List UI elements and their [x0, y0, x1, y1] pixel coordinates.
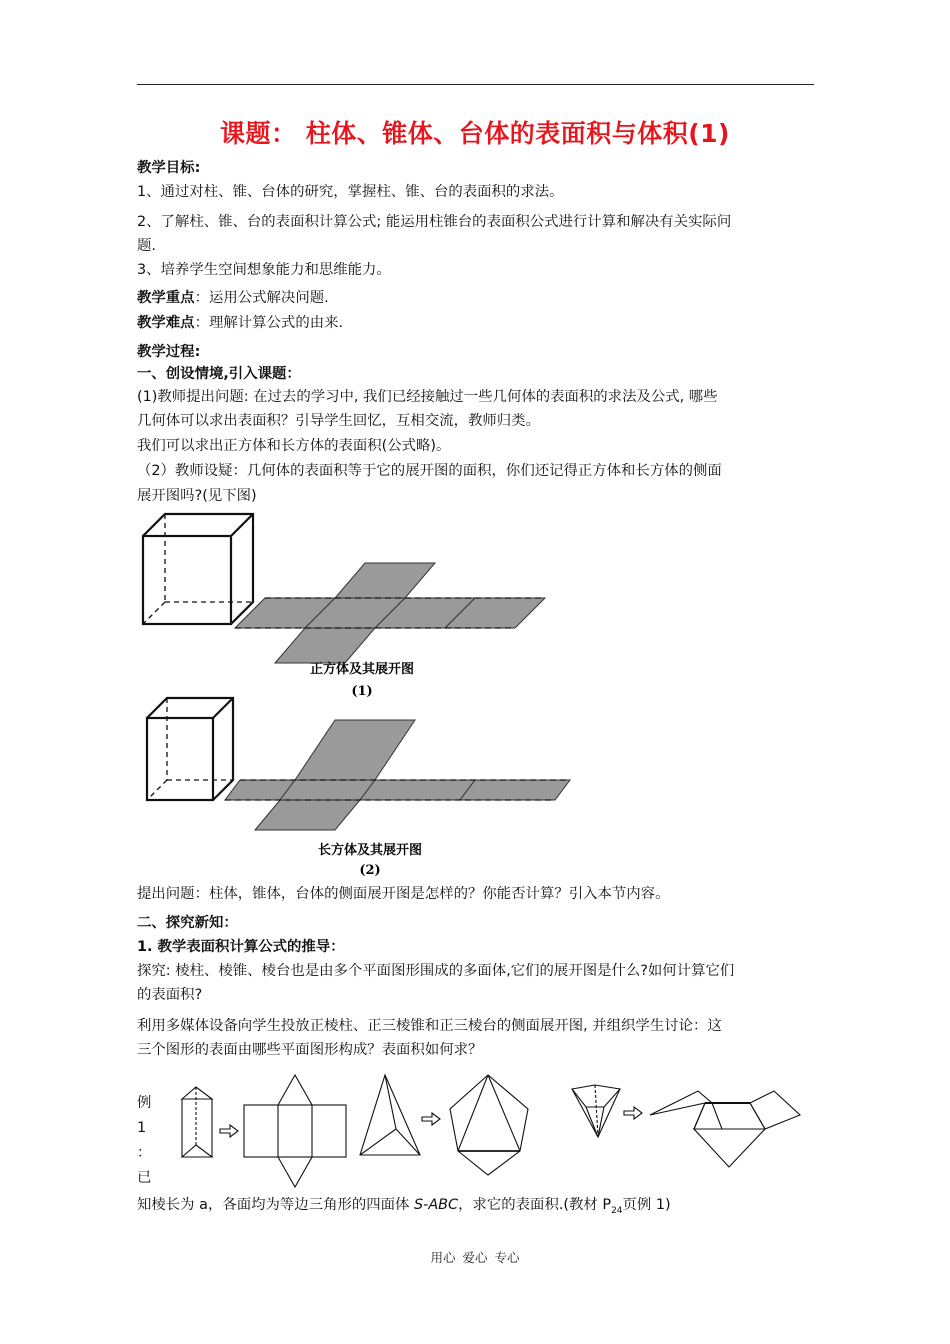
example-page-sub: 24	[611, 1205, 623, 1216]
section1-line-1: (1)教师提出问题: 在过去的学习中, 我们已经接触过一些几何体的表面积的求法及公式, 哪些	[137, 389, 718, 405]
cuboid-hidden-edges	[147, 698, 233, 800]
cuboid-drawing	[147, 698, 233, 800]
frustum-net	[650, 1091, 800, 1167]
example-line	[137, 1195, 817, 1221]
example-line-end: 页例 1)	[622, 1197, 671, 1213]
example-line-mid: ，求它的表面积.(教材 P	[458, 1197, 612, 1213]
section1-line-3: 我们可以求出正方体和长方体的表面积(公式略)。	[137, 438, 451, 454]
section2-line-3: 利用多媒体设备向学生投放正棱柱、正三棱锥和正三棱台的侧面展开图, 并组织学生讨论：这	[137, 1018, 722, 1034]
key-point-label: 教学重点	[137, 290, 195, 306]
example-solid-name: S-ABC	[414, 1197, 459, 1213]
example-line-start: 知棱长为 a，各面均为等边三角形的四面体	[137, 1197, 414, 1213]
page-footer: 用心 爱心 专心	[430, 1250, 520, 1265]
question-line: 提出问题：柱体，锥体，台体的侧面展开图是怎样的？你能否计算？引入本节内容。	[137, 886, 670, 902]
arrow-2	[422, 1113, 440, 1125]
pyramid-drawing	[360, 1075, 420, 1155]
figure1-number: (1)	[351, 684, 373, 699]
cube-drawing	[143, 514, 253, 624]
cuboid-net-figure	[135, 688, 605, 880]
figure2-caption: 长方体及其展开图	[317, 843, 423, 858]
cube-net-figure	[135, 508, 605, 703]
arrow-3	[624, 1107, 642, 1119]
objective-2-cont: 题.	[137, 238, 156, 254]
process-heading: 教学过程:	[137, 344, 201, 360]
objective-1: 1、通过对柱、锥、台体的研究，掌握柱、锥、台的表面积的求法。	[137, 184, 564, 200]
section1-heading: 一、创设情境,引入课题：	[137, 366, 301, 382]
page-title: 课题： 柱体、锥体、台体的表面积与体积(1)	[220, 119, 730, 148]
key-point-text: ：运用公式解决问题.	[194, 290, 329, 306]
section2-line-4: 三个图形的表面由哪些平面图形构成？表面积如何求？	[137, 1042, 483, 1058]
objectives-heading: 教学目标:	[137, 160, 201, 176]
section1-line-4: （2）教师设疑：几何体的表面积等于它的展开图的面积，你们还记得正方体和长方体的侧面	[137, 463, 722, 479]
section1-line-2: 几何体可以求出表面积？引导学生回忆，互相交流，教师归类。	[137, 413, 540, 429]
cube-net-faces	[235, 563, 545, 663]
objective-3: 3、培养学生空间想象能力和思维能力。	[137, 262, 391, 278]
prism-net	[244, 1075, 346, 1187]
solids-net-figure	[170, 1063, 810, 1193]
figure2-number: (2)	[359, 863, 381, 878]
header-rule	[137, 84, 814, 85]
section1-line-5: 展开图吗?(见下图)	[137, 488, 257, 504]
difficulty	[137, 313, 817, 333]
objective-2: 2、了解柱、锥、台的表面积计算公式; 能运用柱锥台的表面积公式进行计算和解决有关实际问	[137, 214, 732, 230]
section2-line-1: 探究: 棱柱、棱锥、棱台也是由多个平面图形围成的多面体,它们的展开图是什么?如何计算它们	[137, 963, 735, 979]
section2-heading: 二、探究新知：	[137, 915, 238, 931]
arrow-1	[220, 1125, 238, 1137]
frustum-drawing	[572, 1085, 620, 1137]
difficulty-text: ：理解计算公式的由来.	[194, 315, 344, 331]
key-point	[137, 288, 817, 308]
pyramid-net	[450, 1075, 528, 1175]
section2-subheading: 1. 教学表面积计算公式的推导：	[137, 939, 345, 955]
cuboid-net-faces	[225, 720, 570, 830]
example-char-4: 已	[137, 1170, 152, 1186]
example-char-3: ：	[137, 1145, 152, 1161]
difficulty-label: 教学难点	[137, 315, 195, 331]
figure1-caption: 正方体及其展开图	[309, 662, 415, 677]
example-char-1: 例	[137, 1095, 152, 1111]
example-char-2: 1	[137, 1120, 147, 1136]
prism-drawing	[182, 1087, 212, 1157]
section2-line-2: 的表面积?	[137, 987, 203, 1003]
